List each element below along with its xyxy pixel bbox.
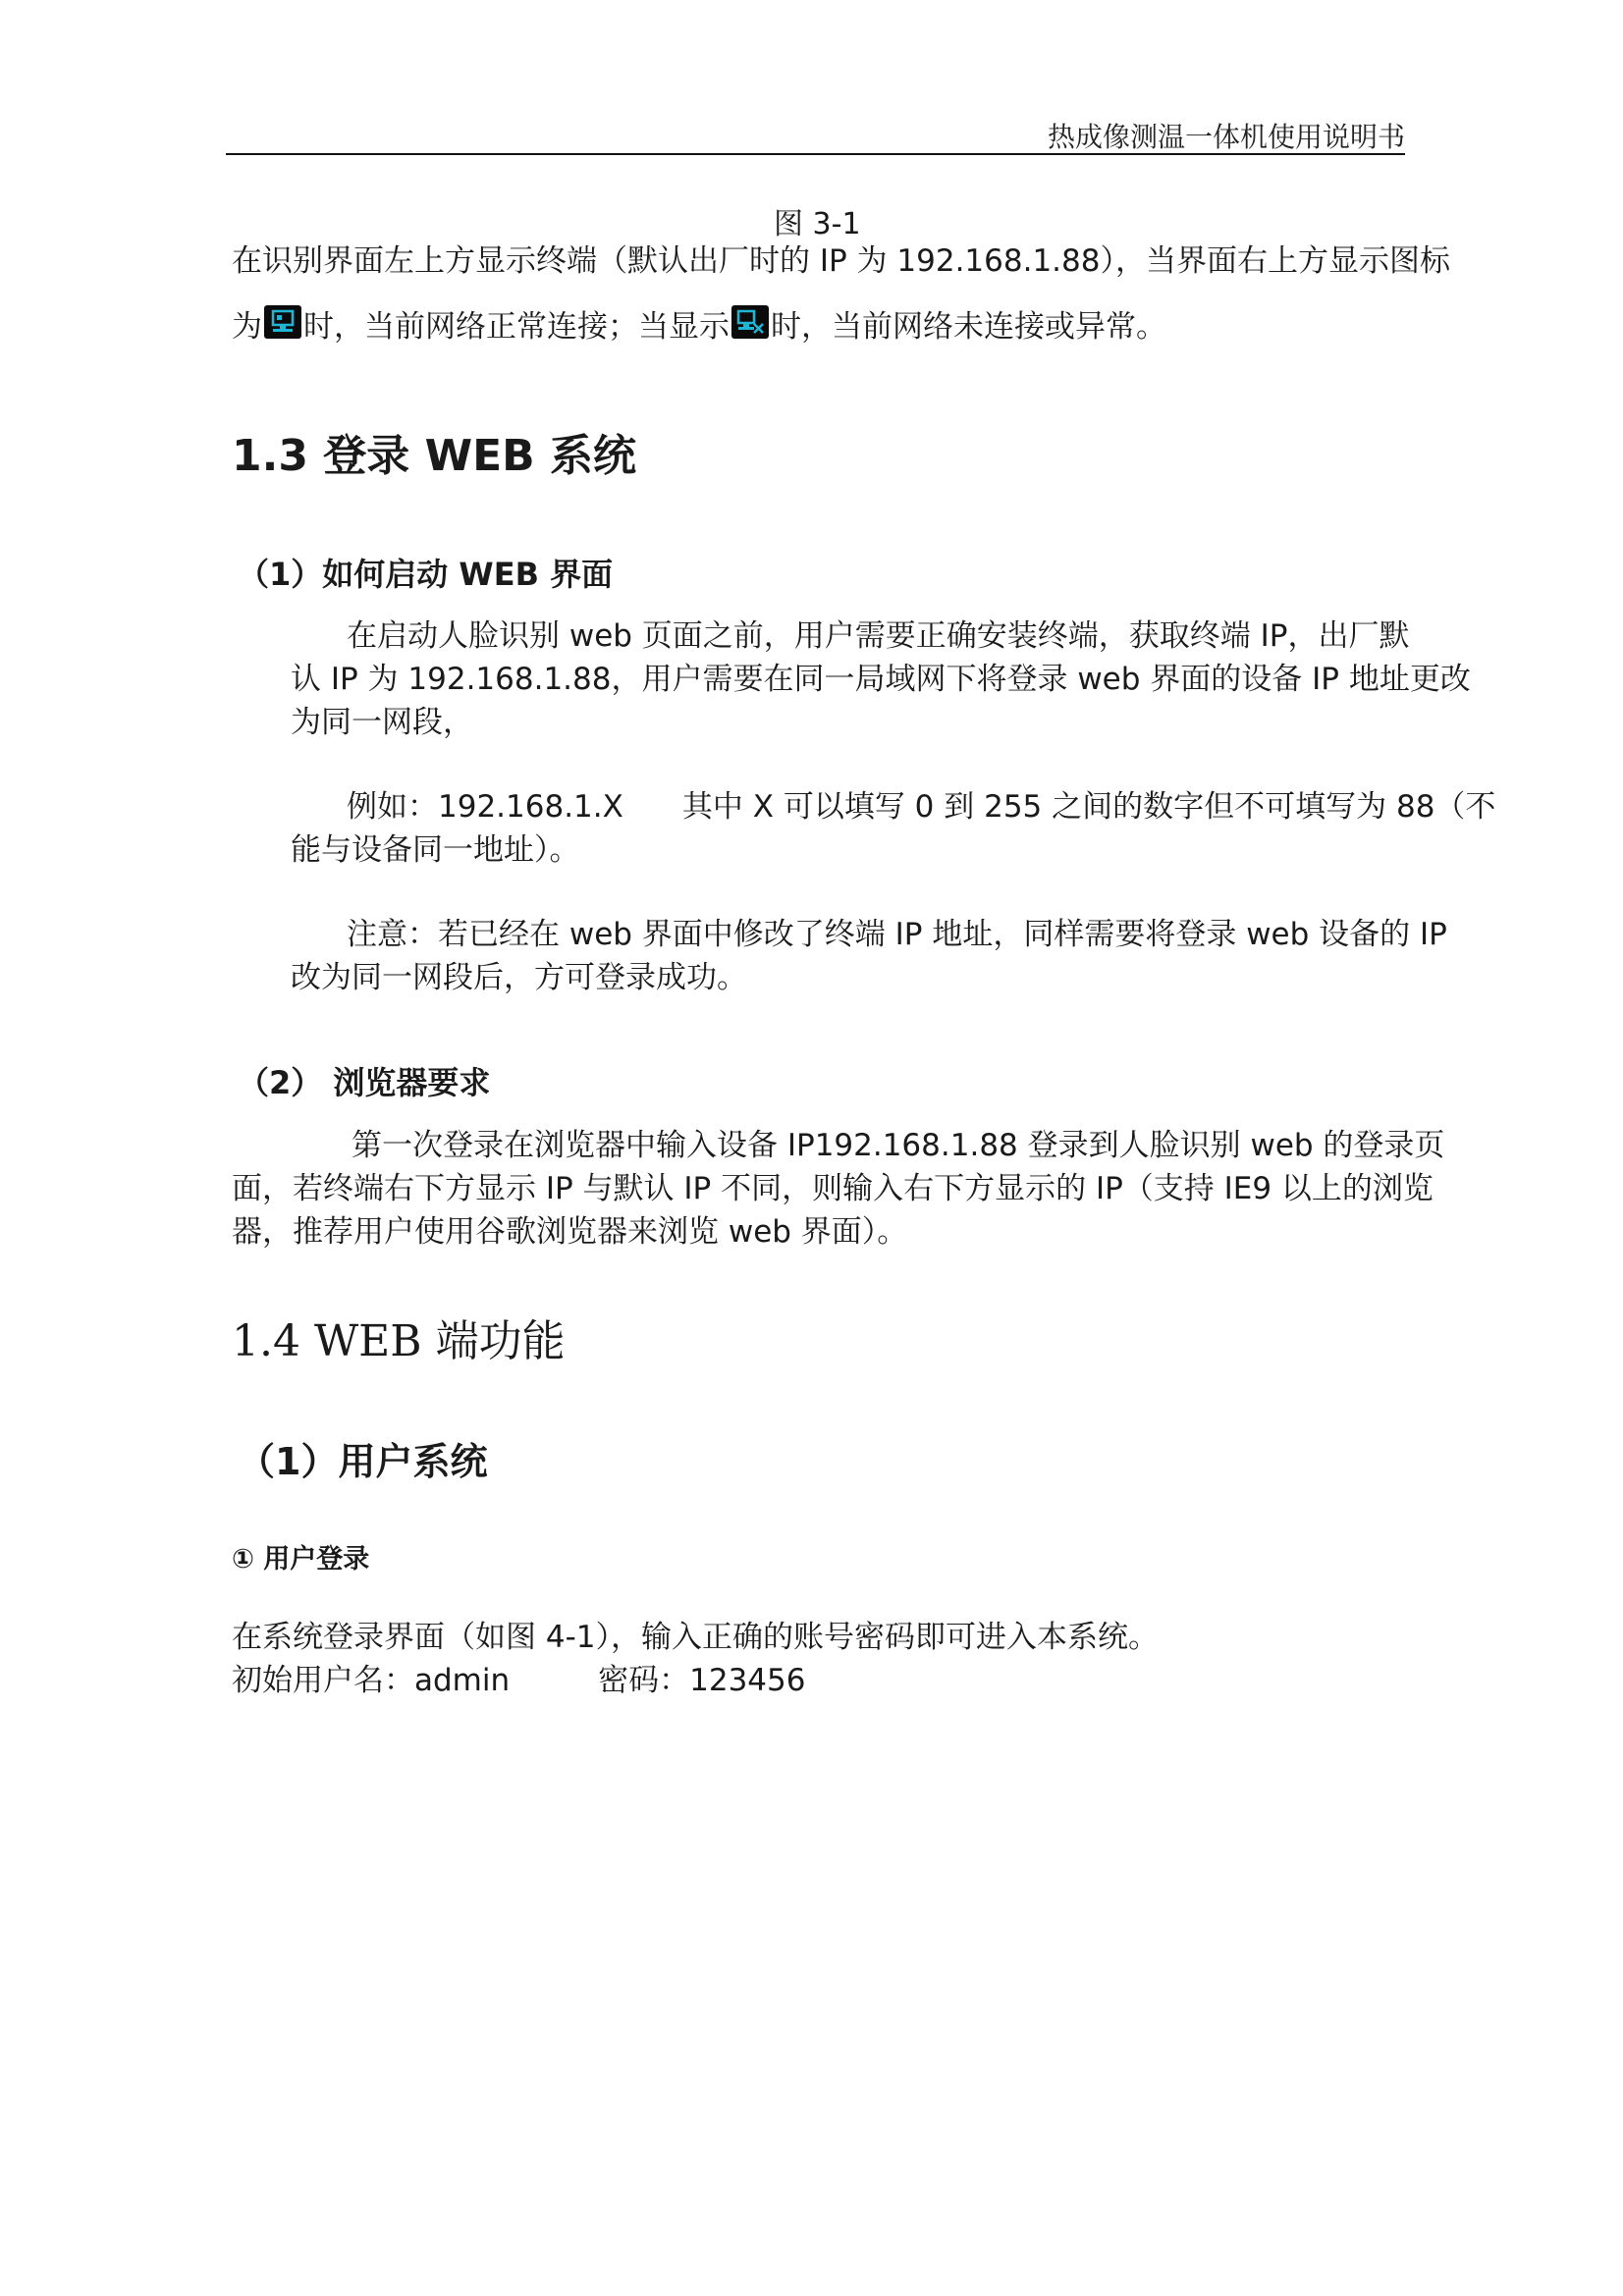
initial-password: 密码：123456 bbox=[598, 1663, 806, 1698]
sub1-para2-example: 例如：192.168.1.X bbox=[347, 789, 623, 825]
sub2-para-line3: 器，推荐用户使用谷歌浏览器来浏览 web 界面）。 bbox=[232, 1214, 908, 1250]
figure-caption: 图 3-1 bbox=[774, 207, 861, 241]
user-login-credentials bbox=[232, 1659, 805, 1702]
sub1-para1-line3: 为同一网段， bbox=[291, 705, 473, 740]
network-connected-icon bbox=[264, 305, 301, 339]
intro-line-1: 在识别界面左上方显示终端（默认出厂时的 IP 为 192.168.1.88），当界面右上方显示图标 bbox=[232, 243, 1450, 279]
section-1-4-sub1-heading: （1）用户系统 bbox=[238, 1440, 488, 1483]
header-divider bbox=[226, 153, 1405, 155]
user-login-para-line1: 在系统登录界面（如图 4-1），输入正确的账号密码即可进入本系统。 bbox=[232, 1620, 1159, 1655]
document-header-title: 热成像测温一体机使用说明书 bbox=[1047, 121, 1405, 153]
sub1-para1-line1: 在启动人脸识别 web 页面之前，用户需要正确安装终端，获取终端 IP，出厂默 bbox=[347, 618, 1410, 654]
user-login-item-heading: ① 用户登录 bbox=[232, 1544, 370, 1575]
intro-line-2-part-a: 为 bbox=[232, 309, 262, 345]
sub1-para2-rule: 其中 X 可以填写 0 到 255 之间的数字但不可填写为 88（不 bbox=[681, 789, 1496, 825]
sub1-para3-line2: 改为同一网段后，方可登录成功。 bbox=[291, 960, 747, 995]
section-1-3-sub2-heading: （2） 浏览器要求 bbox=[238, 1064, 491, 1101]
section-1-3-sub1-heading: （1）如何启动 WEB 界面 bbox=[238, 556, 614, 593]
sub2-para-line1: 第一次登录在浏览器中输入设备 IP192.168.1.88 登录到人脸识别 web 的登录页 bbox=[352, 1128, 1445, 1163]
intro-line-2-part-b: 时，当前网络正常连接；当显示 bbox=[303, 309, 730, 345]
sub1-para2-line1 bbox=[347, 785, 1495, 828]
sub2-para-line2: 面，若终端右下方显示 IP 与默认 IP 不同，则输入右下方显示的 IP（支持 IE9 以上的浏览 bbox=[232, 1171, 1434, 1206]
section-1-3-heading: 1.3 登录 WEB 系统 bbox=[232, 431, 637, 481]
sub1-para1-line2: 认 IP 为 192.168.1.88，用户需要在同一局域网下将登录 web 界面的设备 IP 地址更改 bbox=[291, 662, 1471, 697]
sub1-para2-line2: 能与设备同一地址）。 bbox=[291, 832, 580, 868]
intro-line-2 bbox=[232, 305, 1166, 348]
intro-line-2-part-c: 时，当前网络未连接或异常。 bbox=[771, 309, 1166, 345]
sub1-para3-line1: 注意：若已经在 web 界面中修改了终端 IP 地址，同样需要将登录 web 设备的 IP bbox=[347, 917, 1447, 952]
initial-username: 初始用户名：admin bbox=[232, 1663, 511, 1698]
network-disconnected-icon bbox=[731, 305, 769, 339]
section-1-4-heading: 1.4 WEB 端功能 bbox=[232, 1316, 566, 1366]
